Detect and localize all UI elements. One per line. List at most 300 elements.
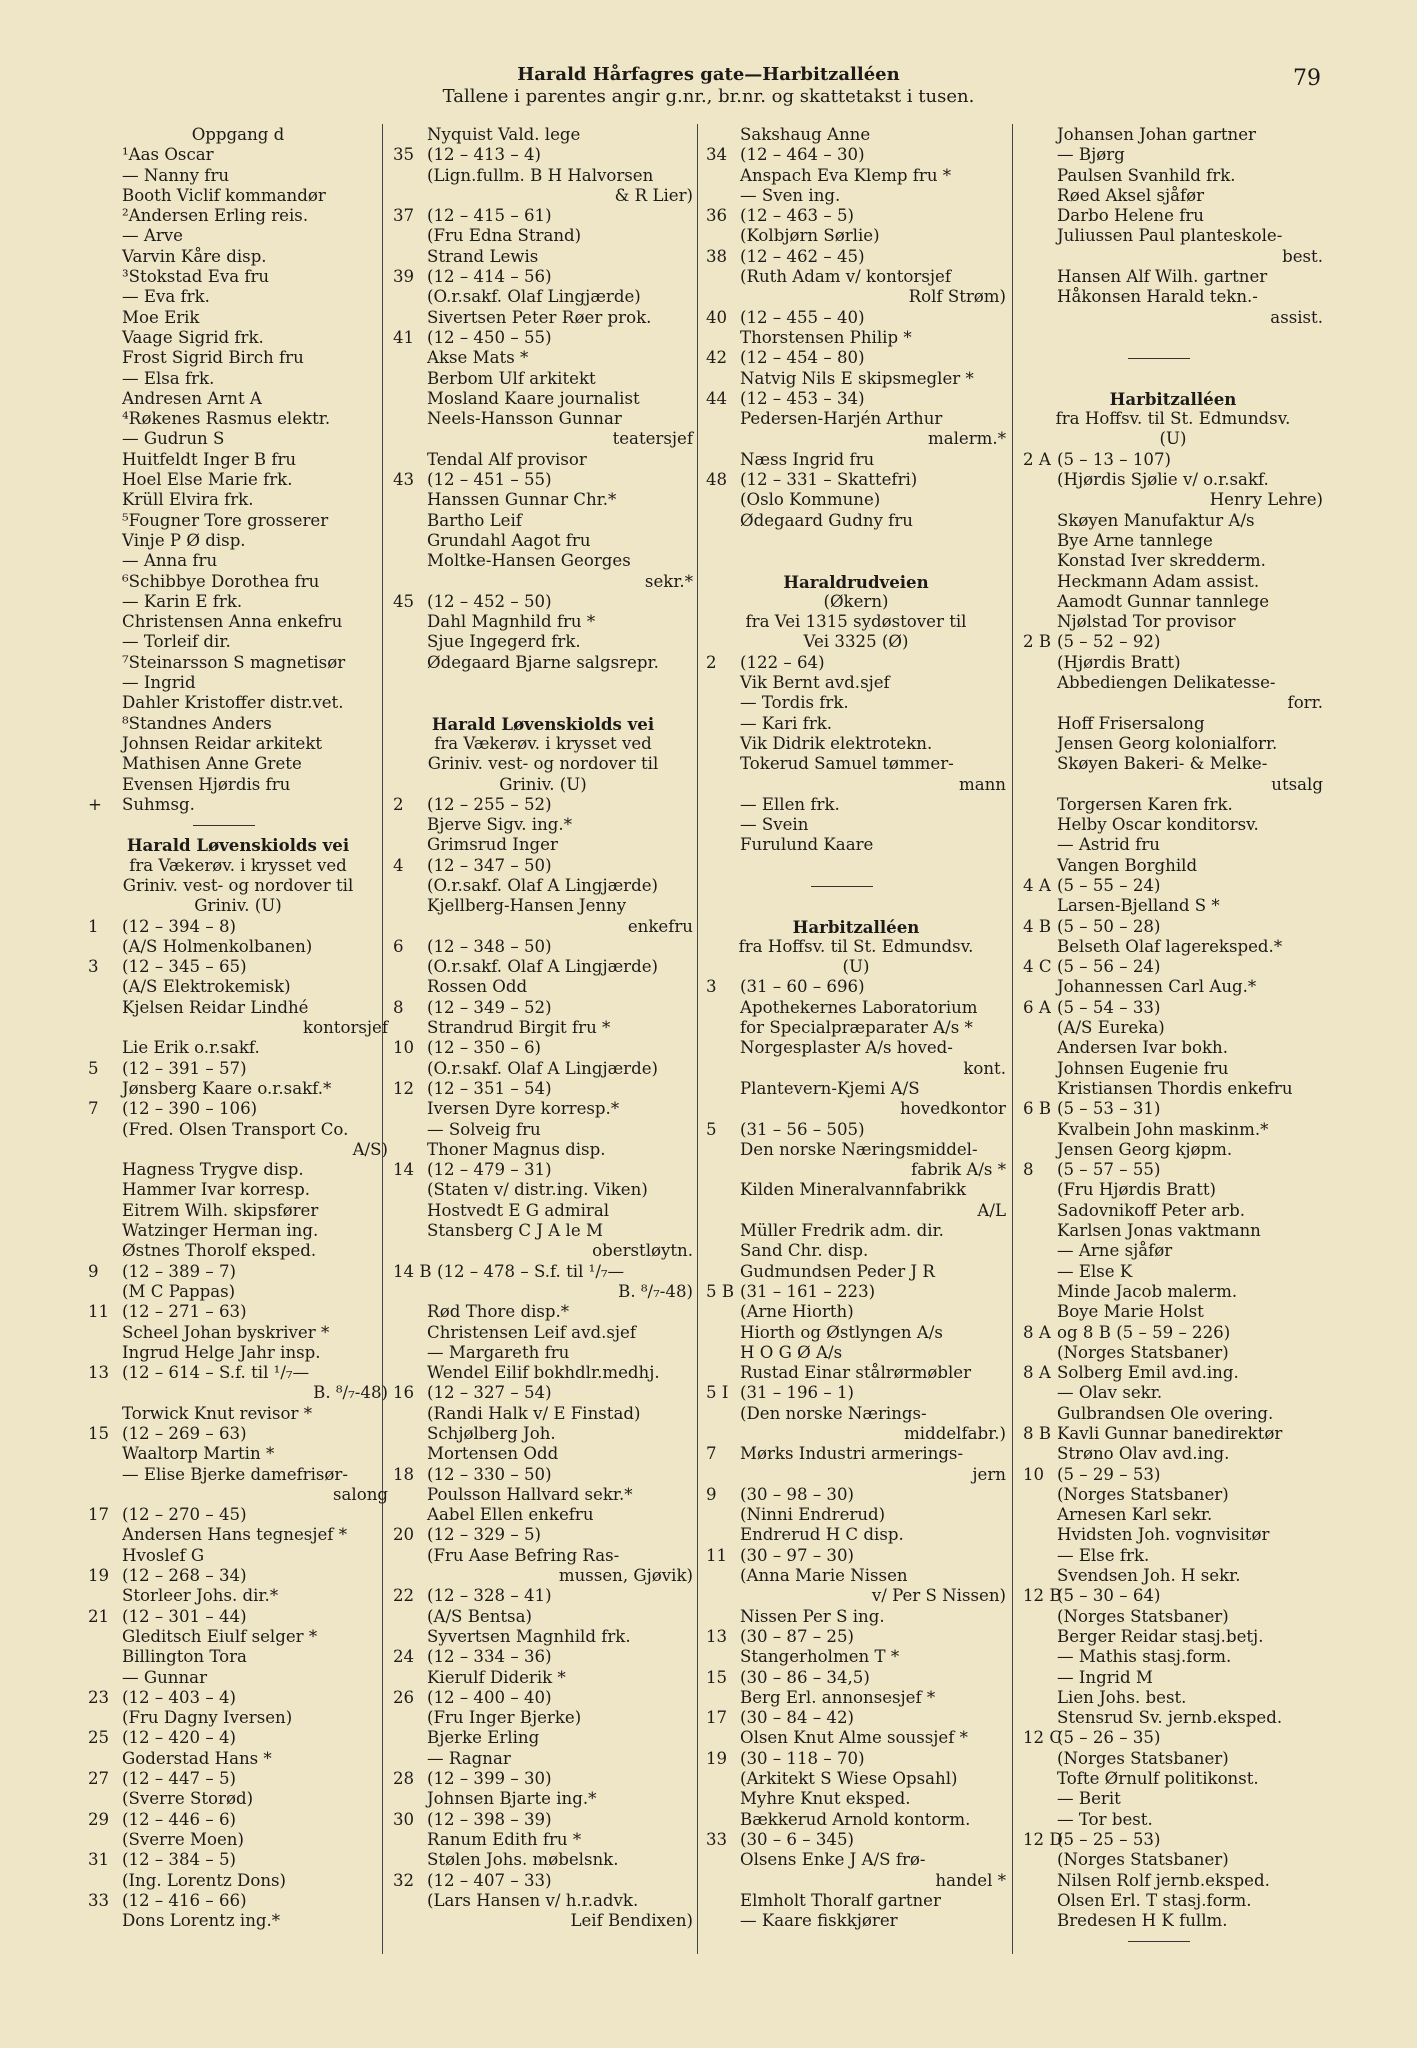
address-entry [88, 1850, 388, 1870]
resident-entry [393, 389, 693, 409]
address-entry [88, 1566, 388, 1586]
address-entry [393, 206, 693, 226]
resident-entry [1023, 308, 1323, 328]
entry-text: Furulund Kaare [740, 835, 874, 855]
resident-entry [393, 511, 693, 531]
entry-text: Minde Jacob malerm. [1057, 1281, 1238, 1301]
entry-text: Kilden Mineralvannfabrikk [740, 1180, 967, 1200]
entry-text: — Eva frk. [122, 287, 210, 307]
entry-text: Christensen Anna enkefru [122, 612, 343, 632]
entry-text: Poulsson Hallvard sekr.* [427, 1484, 633, 1504]
resident-entry [1023, 1546, 1323, 1566]
entry-text: Tendal Alf provisor [427, 449, 587, 469]
entry-text: (12 – 446 – 6) [122, 1809, 236, 1829]
resident-entry [393, 1180, 693, 1200]
entry-text: (Fru Inger Bjerke) [427, 1708, 582, 1728]
resident-entry [88, 511, 388, 531]
resident-entry [88, 1444, 388, 1464]
entry-text: Vei 3325 (Ø) [803, 632, 909, 652]
resident-entry [706, 1018, 1006, 1038]
entry-text: (12 – 271 – 63) [122, 1302, 247, 1322]
house-number: 3 [88, 957, 99, 977]
resident-entry [1023, 1241, 1323, 1261]
entry-text: Kvalbein John maskinm.* [1057, 1119, 1269, 1139]
entry-text: — Ellen frk. [740, 794, 840, 814]
entry-text: Vangen Borghild [1057, 855, 1198, 875]
directory-column-1 [88, 125, 388, 1931]
entry-text: Andersen Ivar bokh. [1057, 1038, 1229, 1058]
entry-text: best. [1282, 246, 1323, 266]
resident-entry [706, 1302, 1006, 1322]
entry-text: Watzinger Herman ing. [122, 1221, 319, 1241]
house-number: 41 [393, 327, 415, 347]
entry-text: (12 – 454 – 80) [740, 348, 865, 368]
entry-text: Jensen Georg kolonialforr. [1057, 733, 1278, 753]
house-number: 10 [1023, 1464, 1045, 1484]
column-divider [697, 124, 698, 1954]
entry-text: Jønsberg Kaare o.r.sakf.* [122, 1078, 332, 1098]
entry-text: ³Stokstad Eva fru [122, 267, 270, 287]
resident-entry [1023, 1180, 1323, 1200]
address-entry [706, 1444, 1006, 1464]
entry-text: Johansen Johan gartner [1057, 125, 1256, 144]
address-entry [88, 1688, 388, 1708]
entry-text: kont. [963, 1058, 1006, 1078]
resident-entry [706, 328, 1006, 348]
entry-text: middelfabr.) [904, 1424, 1006, 1443]
entry-text: og 8 B (5 – 59 – 226) [1057, 1322, 1231, 1342]
entry-text: — Bjørg [1057, 145, 1125, 165]
resident-entry [393, 166, 693, 186]
resident-entry [88, 1789, 388, 1809]
house-number: 4 C [1023, 957, 1052, 977]
entry-text: — Svein [740, 815, 809, 835]
house-number: 15 [706, 1667, 728, 1687]
entry-text: Johnsen Bjarte ing.* [427, 1789, 597, 1809]
entry-text: (12 – 327 – 54) [427, 1383, 552, 1403]
entry-text: — Else frk. [1057, 1545, 1150, 1565]
entry-text: (Fru Dagny Iversen) [122, 1708, 293, 1728]
entry-text: Elmholt Thoralf gartner [740, 1890, 941, 1910]
street-heading [706, 572, 1006, 592]
entry-text: Berg Erl. annonsesjef * [740, 1687, 936, 1707]
resident-entry [706, 1891, 1006, 1911]
entry-text: Nyquist Vald. lege [427, 125, 581, 144]
resident-entry [393, 1546, 693, 1566]
entry-text: (Norges Statsbaner) [1057, 1748, 1229, 1768]
resident-entry [88, 1018, 388, 1038]
resident-entry [88, 308, 388, 328]
address-entry [88, 917, 388, 937]
entry-text: — Else K [1057, 1261, 1133, 1281]
resident-entry [88, 937, 388, 957]
resident-entry [706, 490, 1006, 510]
entry-text: Andersen Hans tegnesjef * [122, 1525, 347, 1545]
entry-text: (U) [1159, 429, 1187, 449]
entry-text: (5 – 55 – 24) [1057, 875, 1161, 895]
entry-text: Natvig Nils E skipsmegler * [740, 368, 974, 388]
resident-entry [88, 166, 388, 186]
entry-text: Strand Lewis [427, 246, 539, 266]
entry-text: Leif Bendixen) [570, 1911, 693, 1931]
entry-text: — Karin E frk. [122, 591, 243, 611]
entry-text: (5 – 30 – 64) [1057, 1586, 1161, 1606]
resident-entry [1023, 206, 1323, 226]
address-entry [706, 1627, 1006, 1647]
resident-entry [88, 734, 388, 754]
entry-text: Oppgang d [191, 125, 285, 144]
entry-text: — Tor best. [1057, 1809, 1153, 1829]
resident-entry [393, 632, 693, 652]
resident-entry [1023, 835, 1323, 855]
entry-text: Henry Lehre) [1209, 490, 1323, 510]
resident-entry [393, 653, 693, 673]
entry-text: mann [958, 774, 1006, 794]
entry-text: Varvin Kåre disp. [122, 246, 267, 266]
entry-text: (12 – 462 – 45) [740, 246, 865, 266]
house-number: 9 [88, 1261, 99, 1281]
section-divider [88, 815, 388, 835]
house-number: 27 [88, 1769, 110, 1789]
entry-text: (5 – 54 – 33) [1057, 997, 1161, 1017]
entry-text: fra Hoffsv. til St. Edmundsv. [1055, 409, 1291, 429]
house-number: 26 [393, 1687, 415, 1707]
resident-entry [393, 308, 693, 328]
entry-text: (Anna Marie Nissen [740, 1566, 908, 1586]
resident-entry [88, 1546, 388, 1566]
entry-text: (12 – 268 – 34) [122, 1566, 247, 1586]
resident-entry [706, 775, 1006, 795]
entry-text: Grundahl Aagot fru [427, 530, 591, 550]
entry-text: Skøyen Bakeri- & Melke- [1057, 754, 1268, 774]
resident-entry [88, 876, 388, 896]
entry-text: — Ingrid [122, 673, 196, 693]
entry-text: Hoff Frisersalong [1057, 713, 1205, 733]
entry-text: (5 – 13 – 107) [1057, 449, 1171, 469]
entry-text: (Arkitekt S Wiese Opsahl) [740, 1769, 958, 1789]
resident-entry [393, 429, 693, 449]
entry-text: Kristiansen Thordis enkefru [1057, 1078, 1293, 1098]
resident-entry [706, 1180, 1006, 1200]
resident-entry [706, 166, 1006, 186]
entry-text: (5 – 25 – 53) [1057, 1829, 1161, 1849]
resident-entry [88, 1201, 388, 1221]
address-entry [393, 1525, 693, 1545]
entry-text: Waaltorp Martin * [122, 1444, 275, 1464]
resident-entry [1023, 896, 1323, 916]
address-entry [88, 1099, 388, 1119]
resident-entry [1023, 1607, 1323, 1627]
resident-entry [393, 815, 693, 835]
entry-text: Næss Ingrid fru [740, 449, 875, 469]
address-entry [393, 795, 693, 815]
resident-entry [1023, 1525, 1323, 1545]
resident-entry [706, 937, 1006, 957]
resident-entry [1023, 795, 1323, 815]
resident-entry [88, 1830, 388, 1850]
entry-text: (5 – 57 – 55) [1057, 1160, 1161, 1180]
entry-text: Moe Erik [122, 307, 200, 327]
entry-text: — Ingrid M [1057, 1667, 1153, 1687]
entry-text: ⁶Schibbye Dorothea fru [122, 571, 320, 591]
address-entry [393, 1647, 693, 1667]
entry-text: Griniv. vest- og nordover til [122, 875, 354, 895]
resident-entry [88, 673, 388, 693]
resident-entry [88, 1180, 388, 1200]
resident-entry [393, 957, 693, 977]
address-entry [88, 1769, 388, 1789]
entry-text: (Sverre Storød) [122, 1789, 254, 1809]
address-entry [706, 653, 1006, 673]
resident-entry [1023, 937, 1323, 957]
entry-text: Schjølberg Joh. [427, 1424, 556, 1443]
resident-entry [1023, 125, 1323, 145]
entry-text: — Elsa frk. [122, 368, 215, 388]
resident-entry [706, 998, 1006, 1018]
resident-entry [1023, 653, 1323, 673]
entry-text: Moltke-Hansen Georges [427, 551, 631, 571]
resident-entry [706, 1363, 1006, 1383]
resident-entry [393, 226, 693, 246]
resident-entry [706, 1241, 1006, 1261]
address-entry [88, 1424, 388, 1444]
entry-text: (A/S Bentsa) [427, 1606, 532, 1626]
resident-entry [1023, 592, 1323, 612]
section-divider [1023, 348, 1323, 368]
resident-entry [706, 815, 1006, 835]
resident-entry [88, 1586, 388, 1606]
resident-entry [1023, 693, 1323, 713]
entry-text: (30 – 98 – 30) [740, 1484, 854, 1504]
entry-text: ⁵Fougner Tore grosserer [122, 510, 329, 530]
resident-entry [393, 551, 693, 571]
resident-entry [706, 1424, 1006, 1444]
resident-entry [1023, 1749, 1323, 1769]
entry-text: Bjerve Sigv. ing.* [427, 815, 573, 835]
resident-entry [1023, 1444, 1323, 1464]
entry-text: (12 – 330 – 50) [427, 1464, 552, 1484]
section-divider [706, 876, 1006, 896]
resident-entry [706, 795, 1006, 815]
entry-text: Olsen Erl. T stasj.form. [1057, 1890, 1252, 1910]
resident-entry [1023, 1850, 1323, 1870]
entry-text: (12 – 413 – 4) [427, 145, 541, 165]
address-entry [706, 1383, 1006, 1403]
entry-text: Hansen Alf Wilh. gartner [1057, 267, 1268, 287]
resident-entry [88, 470, 388, 490]
address-entry [393, 1079, 693, 1099]
entry-text: Frost Sigrid Birch fru [122, 348, 304, 368]
house-number: 12 C [1023, 1728, 1063, 1748]
entry-text: Bjerke Erling [427, 1728, 540, 1748]
entry-text: — Gudrun S [122, 429, 225, 449]
entry-text: (12 – 479 – 31) [427, 1160, 552, 1180]
house-number: 7 [706, 1444, 717, 1464]
entry-text: Harald Løvenskiolds vei [126, 835, 350, 856]
entry-text: Plantevern-Kjemi A/S [740, 1078, 920, 1098]
entry-text: Vaage Sigrid frk. [122, 327, 264, 347]
entry-text: ²Andersen Erling reis. [122, 206, 309, 226]
address-entry [393, 592, 693, 612]
entry-text: Lien Johs. best. [1057, 1687, 1187, 1707]
entry-text: (12 – 334 – 36) [427, 1647, 552, 1667]
resident-entry [393, 531, 693, 551]
entry-text: (Fred. Olsen Transport Co. [122, 1119, 349, 1139]
entry-text: Tofte Ørnulf politikonst. [1057, 1769, 1259, 1789]
entry-text: Sivertsen Peter Røer prok. [427, 307, 652, 327]
address-entry [88, 1810, 388, 1830]
entry-text: — Margareth fru [427, 1342, 570, 1362]
house-number: 2 B [1023, 632, 1052, 652]
resident-entry [706, 1810, 1006, 1830]
entry-text: Tokerud Samuel tømmer- [740, 754, 954, 774]
resident-entry [1023, 145, 1323, 165]
address-entry [706, 1546, 1006, 1566]
resident-entry [706, 1871, 1006, 1891]
entry-text: (Ninni Endrerud) [740, 1505, 886, 1525]
entry-text: fra Vækerøv. i krysset ved [129, 855, 347, 875]
resident-entry [706, 1850, 1006, 1870]
resident-entry [706, 267, 1006, 287]
resident-entry [1023, 267, 1323, 287]
entry-text: Goderstad Hans * [122, 1748, 272, 1768]
resident-entry [1023, 1201, 1323, 1221]
entry-text: Hammer Ivar korresp. [122, 1180, 311, 1200]
entry-text: (12 – 400 – 40) [427, 1687, 552, 1707]
resident-entry [706, 1911, 1006, 1931]
entry-text: ⁷Steinarsson S magnetisør [122, 652, 346, 672]
entry-text: Gulbrandsen Ole overing. [1057, 1403, 1274, 1423]
entry-text: Bækkerud Arnold kontorm. [740, 1809, 971, 1829]
entry-text: (12 – 407 – 33) [427, 1870, 552, 1890]
address-entry [1023, 917, 1323, 937]
entry-text: Stansberg C J A le M [427, 1221, 603, 1241]
resident-entry [88, 1647, 388, 1667]
house-number: 5 B [706, 1281, 735, 1301]
address-entry [88, 1728, 388, 1748]
resident-entry [393, 1607, 693, 1627]
house-number: 8 [393, 997, 404, 1017]
street-heading [88, 835, 388, 855]
entry-text: Rustad Einar stålrørmøbler [740, 1363, 972, 1383]
resident-entry [706, 1505, 1006, 1525]
resident-entry [88, 1871, 388, 1891]
entry-text: Olsen Knut Alme soussjef * [740, 1728, 968, 1748]
address-entry [1023, 1160, 1323, 1180]
entry-text: — Astrid fru [1057, 835, 1160, 855]
entry-text: (Økern) [823, 591, 889, 611]
entry-text: Wendel Eilif bokhdlr.medhj. [427, 1363, 660, 1383]
entry-text: (12 – 614 – S.f. til ¹/₇— [122, 1363, 310, 1383]
entry-text: Heckmann Adam assist. [1057, 571, 1260, 591]
entry-text: (12 – 270 – 45) [122, 1505, 247, 1525]
resident-entry [1023, 1688, 1323, 1708]
resident-entry [706, 1525, 1006, 1545]
entry-text: (Staten v/ distr.ing. Viken) [427, 1180, 648, 1200]
resident-entry [88, 754, 388, 774]
entry-text: Konstad Iver skredderm. [1057, 551, 1266, 571]
address-entry [706, 1120, 1006, 1140]
entry-text: (30 – 86 – 34,5) [740, 1667, 870, 1687]
resident-entry [1023, 1282, 1323, 1302]
entry-text: (Lign.fullm. B H Halvorsen [427, 165, 654, 185]
entry-text: Thoner Magnus disp. [427, 1139, 606, 1159]
house-number: 39 [393, 267, 415, 287]
entry-text: Olsens Enke J A/S frø- [740, 1850, 926, 1870]
entry-text: Harbitzalléen [1109, 388, 1237, 409]
entry-text: — Elise Bjerke damefrisør- [122, 1464, 348, 1484]
entry-text: Nilsen Rolf jernb.eksped. [1057, 1870, 1270, 1890]
entry-text: Arnesen Karl sekr. [1057, 1505, 1213, 1525]
resident-entry [706, 511, 1006, 531]
entry-text: v/ Per S Nissen) [871, 1586, 1006, 1606]
address-entry [393, 1262, 693, 1282]
entry-text: (12 – 451 – 55) [427, 470, 552, 490]
house-number: 40 [706, 307, 728, 327]
resident-entry [393, 917, 693, 937]
resident-entry [706, 226, 1006, 246]
resident-entry [706, 1769, 1006, 1789]
entry-text: (Sverre Moen) [122, 1829, 244, 1849]
blank-line [706, 531, 1006, 551]
address-entry [393, 1586, 693, 1606]
entry-text: fra Vei 1315 sydøstover til [745, 612, 967, 632]
entry-text: Griniv. vest- og nordover til [427, 754, 659, 774]
resident-entry [1023, 409, 1323, 429]
house-number: 34 [706, 145, 728, 165]
entry-text: Kierulf Diderik * [427, 1667, 566, 1687]
address-entry [1023, 450, 1323, 470]
entry-text: (Hjørdis Sjølie v/ o.r.sakf. [1057, 470, 1269, 490]
entry-text: Solberg Emil avd.ing. [1057, 1363, 1239, 1383]
entry-text: Huitfeldt Inger B fru [122, 449, 297, 469]
resident-entry [706, 1728, 1006, 1748]
entry-text: Iversen Dyre korresp.* [427, 1099, 620, 1119]
resident-entry [706, 1647, 1006, 1667]
entry-text: A/L [977, 1200, 1006, 1220]
resident-entry [706, 1262, 1006, 1282]
entry-text: handel * [935, 1870, 1006, 1890]
entry-text: (30 – 6 – 345) [740, 1829, 854, 1849]
resident-entry [393, 186, 693, 206]
directory-column-2 [393, 125, 693, 1931]
entry-text: (12 – 399 – 30) [427, 1769, 552, 1789]
resident-entry [393, 1404, 693, 1424]
resident-entry [706, 734, 1006, 754]
entry-text: B. ⁸/₇-48) [618, 1281, 693, 1301]
resident-entry [706, 612, 1006, 632]
resident-entry [1023, 1485, 1323, 1505]
entry-text: Rød Thore disp.* [427, 1302, 570, 1322]
resident-entry [88, 348, 388, 368]
resident-entry [393, 612, 693, 632]
entry-text: Torwick Knut revisor * [122, 1403, 312, 1423]
resident-entry [88, 1404, 388, 1424]
entry-text: — Ragnar [427, 1748, 511, 1768]
entry-text: Apothekernes Laboratorium [740, 997, 978, 1017]
entry-text: Johnsen Reidar arkitekt [122, 733, 323, 753]
resident-entry [706, 632, 1006, 652]
house-number: 37 [393, 206, 415, 226]
resident-entry [393, 977, 693, 997]
resident-entry [1023, 1911, 1323, 1931]
resident-entry [706, 1038, 1006, 1058]
resident-entry [88, 247, 388, 267]
entry-text: Østnes Thorolf eksped. [122, 1241, 317, 1261]
house-number: 17 [706, 1708, 728, 1728]
address-entry [1023, 876, 1323, 896]
entry-text: (12 – 329 – 5) [427, 1525, 541, 1545]
